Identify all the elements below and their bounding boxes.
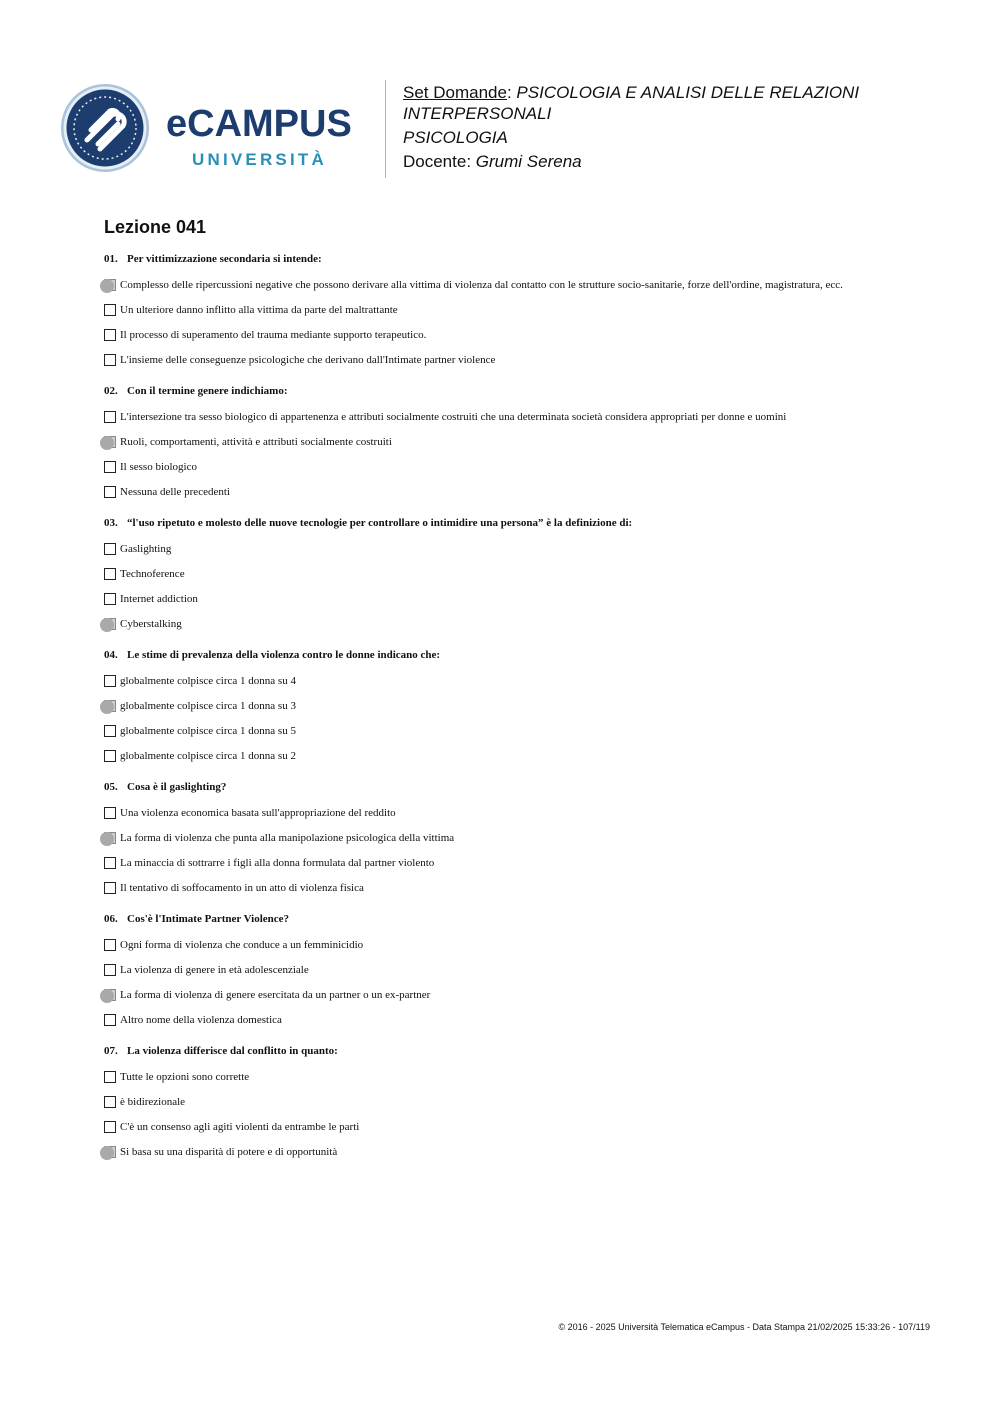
question-list [104, 249, 944, 1164]
answer-text: L'intersezione tra sesso biologico di appartenenza e attributi socialmente costruiti che una determinata società considera appropriati per donne e uomini [120, 410, 787, 423]
question-text [104, 381, 944, 401]
answer-option[interactable] [104, 454, 944, 479]
answer-option[interactable] [104, 875, 944, 900]
question-number: 07. [104, 1045, 118, 1057]
checkbox-icon[interactable] [104, 543, 116, 555]
answer-option[interactable] [104, 1007, 944, 1032]
answer-option[interactable] [104, 800, 944, 825]
answer-option[interactable] [104, 561, 944, 586]
question-text [104, 513, 944, 533]
answer-text: Il processo di superamento del trauma mediante supporto terapeutico. [120, 328, 427, 341]
checkbox-icon[interactable] [104, 750, 116, 762]
question-number: 02. [104, 385, 118, 397]
answer-option[interactable] [104, 668, 944, 693]
question-2 [104, 381, 944, 504]
checkbox-icon[interactable] [104, 354, 116, 366]
answer-text: globalmente colpisce circa 1 donna su 3 [120, 699, 296, 712]
question-text [104, 777, 944, 797]
checkbox-icon[interactable] [104, 807, 116, 819]
answer-text: La forma di violenza che punta alla manipolazione psicologica della vittima [120, 831, 455, 844]
checkbox-icon[interactable] [104, 329, 116, 341]
question-6 [104, 909, 944, 1032]
question-4 [104, 645, 944, 768]
course-title-line2: INTERPERSONALI [403, 104, 552, 123]
checkbox-checked-icon[interactable] [104, 989, 116, 1001]
answer-option[interactable] [104, 322, 944, 347]
answer-text: Nessuna delle precedenti [120, 485, 230, 498]
lesson-content [104, 215, 944, 1164]
answer-text: Ruoli, comportamenti, attività e attributi socialmente costruiti [120, 435, 392, 448]
checkbox-icon[interactable] [104, 882, 116, 894]
checkbox-icon[interactable] [104, 857, 116, 869]
answer-option[interactable] [104, 850, 944, 875]
question-3 [104, 513, 944, 636]
page-header [0, 0, 1000, 190]
checkbox-icon[interactable] [104, 568, 116, 580]
question-label: Le stime di prevalenza della violenza contro le donne indicano che: [127, 649, 441, 661]
answer-text: Il tentativo di soffocamento in un atto di violenza fisica [120, 881, 364, 894]
checkbox-icon[interactable] [104, 964, 116, 976]
question-1 [104, 249, 944, 372]
answer-text: Una violenza economica basata sull'appropriazione del reddito [120, 806, 396, 819]
answer-option[interactable] [104, 1139, 944, 1164]
question-label: Con il termine genere indichiamo: [127, 385, 288, 397]
question-label: La violenza differisce dal conflitto in quanto: [127, 1045, 338, 1057]
checkbox-icon[interactable] [104, 675, 116, 687]
answer-option[interactable] [104, 536, 944, 561]
question-text [104, 1041, 944, 1061]
answer-text: Si basa su una disparità di potere e di opportunità [120, 1145, 338, 1158]
answer-option[interactable] [104, 693, 944, 718]
answer-text: Cyberstalking [120, 617, 182, 630]
question-label: Cosa è il gaslighting? [127, 781, 227, 793]
question-text [104, 249, 944, 269]
answer-text: L'insieme delle conseguenze psicologiche che derivano dall'Intimate partner violence [120, 353, 496, 366]
answer-option[interactable] [104, 957, 944, 982]
answer-option[interactable] [104, 1089, 944, 1114]
question-number: 03. [104, 517, 118, 529]
ecampus-logo [60, 82, 370, 174]
answer-option[interactable] [104, 272, 944, 297]
answer-text: è bidirezionale [120, 1095, 186, 1108]
answer-option[interactable] [104, 982, 944, 1007]
ecampus-seal-icon [60, 82, 370, 174]
question-number: 01. [104, 253, 118, 265]
checkbox-checked-icon[interactable] [104, 1146, 116, 1158]
answer-option[interactable] [104, 1114, 944, 1139]
question-label: “l'uso ripetuto e molesto delle nuove tecnologie per controllare o intimidire una persona” è la definizione di: [127, 517, 633, 529]
question-text [104, 909, 944, 929]
checkbox-icon[interactable] [104, 1121, 116, 1133]
answer-text: Internet addiction [120, 592, 198, 605]
answer-option[interactable] [104, 825, 944, 850]
checkbox-icon[interactable] [104, 461, 116, 473]
teacher-name: Grumi Serena [475, 152, 582, 171]
checkbox-icon[interactable] [104, 1096, 116, 1108]
question-5 [104, 777, 944, 900]
answer-text: Technoference [120, 567, 185, 580]
answer-option[interactable] [104, 347, 944, 372]
answer-text: La minaccia di sottrarre i figli alla donna formulata dal partner violento [120, 856, 435, 869]
answer-option[interactable] [104, 932, 944, 957]
answer-option[interactable] [104, 718, 944, 743]
set-label: Set Domande [403, 83, 507, 102]
checkbox-icon[interactable] [104, 1071, 116, 1083]
checkbox-checked-icon[interactable] [104, 700, 116, 712]
footer-copyright: © 2016 - 2025 Università Telematica eCampus - Data Stampa 21/02/2025 15:33:26 - 107/119 [558, 1322, 930, 1332]
checkbox-checked-icon[interactable] [104, 832, 116, 844]
answer-option[interactable] [104, 611, 944, 636]
checkbox-icon[interactable] [104, 486, 116, 498]
subject: PSICOLOGIA [403, 128, 508, 147]
answer-option[interactable] [104, 479, 944, 504]
question-label: Cos'è l'Intimate Partner Violence? [127, 913, 290, 925]
answer-option[interactable] [104, 297, 944, 322]
header-divider [385, 80, 386, 178]
answer-text: C'è un consenso agli agiti violenti da entrambe le parti [120, 1120, 360, 1133]
lesson-title: Lezione 041 [104, 217, 207, 237]
answer-text: Gaslighting [120, 542, 172, 555]
question-text [104, 645, 944, 665]
answer-option[interactable] [104, 743, 944, 768]
course-title-line1: PSICOLOGIA E ANALISI DELLE RELAZIONI [516, 83, 860, 102]
answer-text: Tutte le opzioni sono corrette [120, 1070, 250, 1083]
checkbox-icon[interactable] [104, 593, 116, 605]
checkbox-icon[interactable] [104, 304, 116, 316]
answer-option[interactable] [104, 429, 944, 454]
question-number: 05. [104, 781, 118, 793]
answer-option[interactable] [104, 586, 944, 611]
answer-text: globalmente colpisce circa 1 donna su 2 [120, 749, 296, 762]
answer-text: globalmente colpisce circa 1 donna su 4 [120, 674, 296, 687]
answer-text: Il sesso biologico [120, 460, 197, 473]
answer-text: La forma di violenza di genere esercitata da un partner o un ex-partner [120, 988, 431, 1001]
checkbox-icon[interactable] [104, 411, 116, 423]
checkbox-icon[interactable] [104, 725, 116, 737]
answer-text: La violenza di genere in età adolescenziale [120, 963, 309, 976]
checkbox-icon[interactable] [104, 939, 116, 951]
answer-option[interactable] [104, 1064, 944, 1089]
course-info: Set Domande: PSICOLOGIA E ANALISI DELLE RELAZIONI INTERPERSONALI PSICOLOGIA Docente: Grumi Serena [403, 83, 860, 171]
checkbox-checked-icon[interactable] [104, 618, 116, 630]
teacher-label: Docente: [403, 152, 472, 171]
checkbox-checked-icon[interactable] [104, 279, 116, 291]
question-number: 04. [104, 649, 118, 661]
question-label: Per vittimizzazione secondaria si intende: [127, 253, 322, 265]
answer-text: Complesso delle ripercussioni negative che possono derivare alla vittima di violenza dal contatto con le strutture socio-sanitarie, forze dell'ordine, magistratura, ecc. [120, 278, 843, 291]
checkbox-icon[interactable] [104, 1014, 116, 1026]
question-7 [104, 1041, 944, 1164]
answer-text: globalmente colpisce circa 1 donna su 5 [120, 724, 296, 737]
svg-text:eCAMPUS: eCAMPUS [166, 103, 352, 145]
answer-text: Un ulteriore danno inflitto alla vittima da parte del maltrattante [120, 303, 398, 316]
answer-option[interactable] [104, 404, 944, 429]
answer-text: Altro nome della violenza domestica [120, 1013, 282, 1026]
answer-text: Ogni forma di violenza che conduce a un femminicidio [120, 938, 364, 951]
checkbox-checked-icon[interactable] [104, 436, 116, 448]
svg-text:UNIVERSITÀ: UNIVERSITÀ [192, 150, 327, 169]
question-number: 06. [104, 913, 118, 925]
